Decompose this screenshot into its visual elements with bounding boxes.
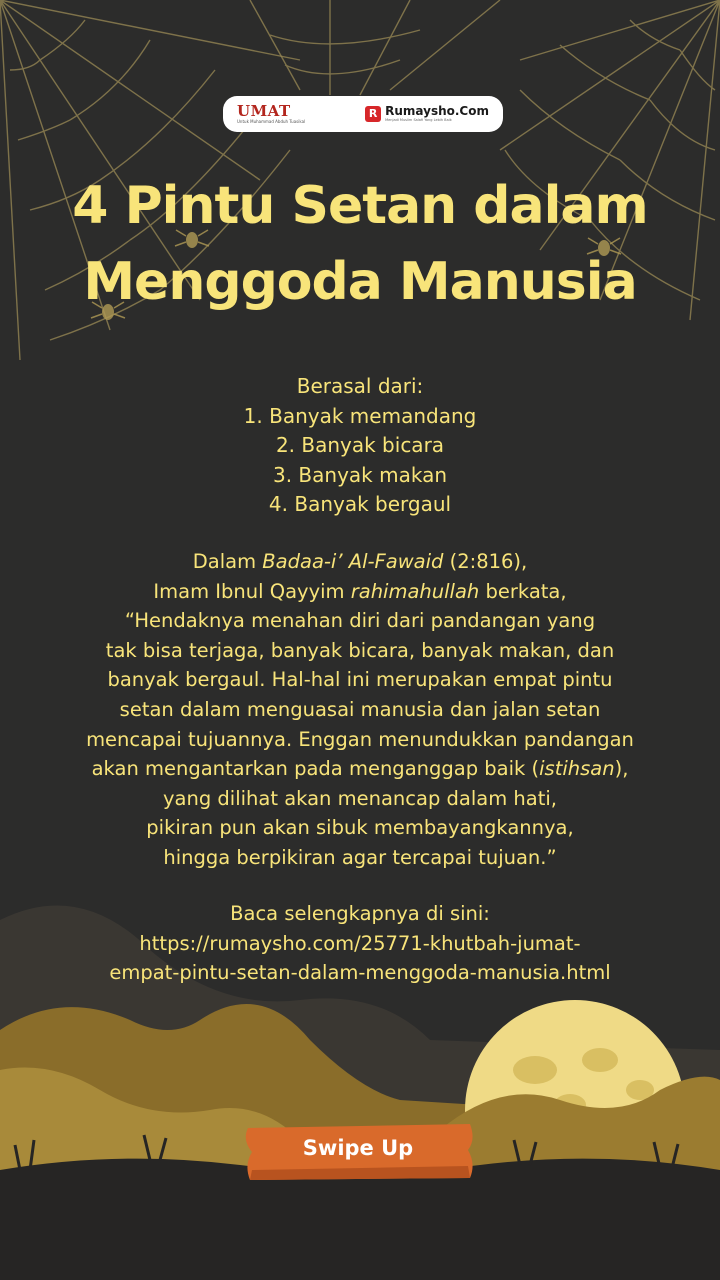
title-line-2: Menggoda Manusia	[83, 252, 637, 312]
honorific: rahimahullah	[350, 579, 480, 603]
quote-block	[30, 547, 690, 873]
list-item: 1. Banyak memandang	[243, 403, 477, 428]
umat-logo-text: UMAT	[237, 101, 291, 120]
list-item: 3. Banyak makan	[272, 462, 448, 487]
title-line-1: 4 Pintu Setan dalam	[72, 176, 648, 236]
quote-line: banyak bergaul. Hal-hal ini merupakan empat pintu	[107, 668, 613, 692]
quote-text: Dalam	[192, 550, 263, 573]
source-url-line-2[interactable]: empat-pintu-setan-dalam-menggoda-manusia.html	[109, 961, 611, 985]
quote-line	[30, 547, 690, 577]
quote-text: akan mengantarkan pada menganggap baik (	[91, 757, 540, 781]
rumaysho-text-group	[385, 105, 489, 123]
rumaysho-logo	[365, 105, 489, 123]
list-item: 4. Banyak bergaul	[268, 492, 452, 517]
book-title: Badaa-i’ Al-Fawaid	[262, 550, 444, 573]
umat-logo	[237, 101, 306, 125]
page-title	[0, 168, 720, 320]
swipe-up-label: Swipe Up	[302, 1136, 414, 1160]
list-intro: Berasal dari:	[296, 374, 424, 398]
quote-line	[30, 577, 690, 607]
causes-list	[30, 372, 690, 520]
rumaysho-logo-tagline: Menjadi Muslim Salafi Yang Lebih Baik	[385, 118, 452, 122]
quote-text: Imam Ibnul Qayyim	[153, 579, 351, 603]
quote-line: hingga berpikiran agar tercapai tujuan.”	[163, 845, 557, 869]
quote-text: ),	[614, 757, 629, 781]
umat-logo-tagline: Untuk Muhammad Abduh Tuasikal	[237, 118, 306, 124]
list-item: 2. Banyak bicara	[275, 433, 445, 458]
quote-text: berkata,	[479, 579, 567, 603]
quote-line: yang dilihat akan menancap dalam hati,	[163, 786, 557, 810]
quote-line	[30, 754, 690, 784]
source-url-line-1[interactable]: https://rumaysho.com/25771-khutbah-jumat-	[139, 931, 581, 955]
swipe-up-button[interactable]	[242, 1124, 474, 1180]
quote-line: mencapai tujuannya. Enggan menundukkan pandangan	[86, 727, 634, 751]
quote-line: pikiran pun akan sibuk membayangkannya,	[146, 816, 574, 840]
rumaysho-mark-icon: R	[365, 106, 381, 122]
rumaysho-logo-text: Rumaysho.Com	[385, 104, 489, 118]
spider-web-top	[250, 0, 500, 95]
quote-line: setan dalam menguasai manusia dan jalan setan	[119, 697, 601, 721]
quote-text: (2:816),	[443, 550, 528, 573]
source-block	[30, 899, 690, 988]
source-label: Baca selengkapnya di sini:	[230, 902, 490, 925]
quote-line: tak bisa terjaga, banyak bicara, banyak makan, dan	[105, 638, 615, 662]
term: istihsan	[539, 757, 615, 781]
quote-line: “Hendaknya menahan diri dari pandangan yang	[124, 609, 596, 633]
partner-logos	[223, 96, 503, 132]
